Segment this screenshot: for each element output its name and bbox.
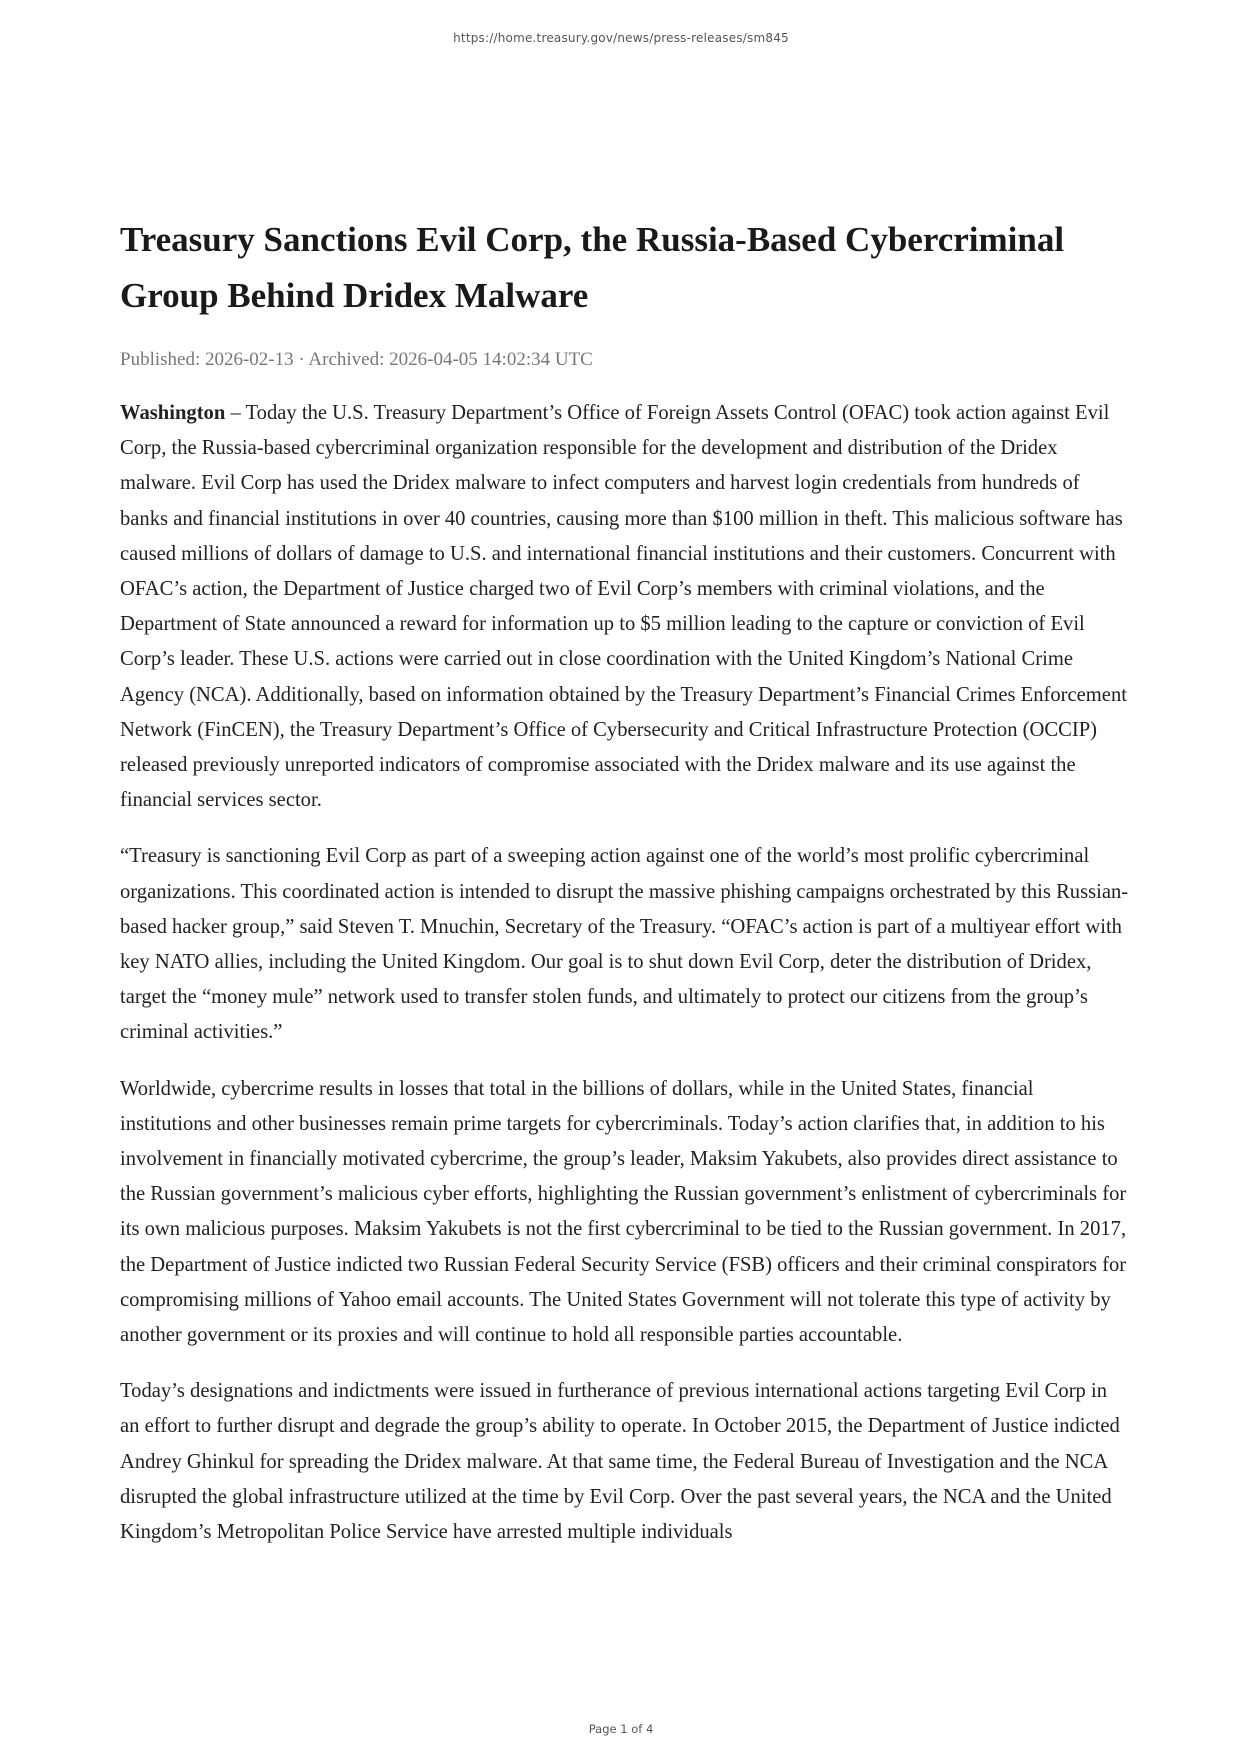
page-number: Page 1 of 4	[588, 1722, 654, 1736]
article-title: Treasury Sanctions Evil Corp, the Russia-Based Cybercriminal Group Behind Dridex Malware	[120, 220, 1065, 315]
paragraph-1-text: – Today the U.S. Treasury Department’s Office of Foreign Assets Control (OFAC) took action against Evil Corp, the Russia-based cybercriminal organization responsible for the development and distribution of the Dridex malware. Evil Corp has used the Dridex malware to infect computers and harvest login credentials from hundreds of banks and financial institutions in over 40 countries, causing more than $100 million in theft. This malicious software has caused millions of dollars of damage to U.S. and international financial institutions and their customers. Concurrent with OFAC’s action, the Department of Justice charged two of Evil Corp’s members with criminal violations, and the Department of State announced a reward for information up to $5 million leading to the capture or conviction of Evil Corp’s leader. These U.S. actions were carried out in close coordination with the United Kingdom’s National Crime Agency (NCA). Additionally, based on information obtained by the Treasury Department’s Financial Crimes Enforcement Network (FinCEN), the Treasury Department’s Office of Cybersecurity and Critical Infrastructure Protection (OCCIP) released previously unreported indicators of compromise associated with the Dridex malware and its use against the financial services sector.	[120, 402, 1127, 812]
paragraph-3: Worldwide, cybercrime results in losses that total in the billions of dollars, while in the United States, financial institutions and other businesses remain prime targets for cybercriminals. Today’s action clarifies that, in addition to his involvement in financially motivated cybercrime, the group’s leader, Maksim Yakubets, also provides direct assistance to the Russian government’s malicious cyber efforts, highlighting the Russian government’s enlistment of cybercriminals for its own malicious purposes. Maksim Yakubets is not the first cybercriminal to be tied to the Russian government. In 2017, the Department of Justice indicted two Russian Federal Security Service (FSB) officers and their criminal conspirators for compromising millions of Yahoo email accounts. The United States Government will not tolerate this type of activity by another government or its proxies and will continue to hold all responsible parties accountable.	[120, 1077, 1127, 1347]
paragraph-1	[120, 396, 1130, 818]
paragraph-4: Today’s designations and indictments were issued in furtherance of previous international actions targeting Evil Corp in an effort to further disrupt and degrade the group’s ability to operate. In October 2015, the Department of Justice indicted Andrey Ghinkul for spreading the Dridex malware. At that same time, the Federal Bureau of Investigation and the NCA disrupted the global infrastructure utilized at the time by Evil Corp. Over the past several years, the NCA and the United Kingdom’s Metropolitan Police Service have arrested multiple individuals	[120, 1380, 1120, 1544]
article-body	[120, 396, 1130, 1550]
article	[120, 212, 1130, 1571]
source-url: https://home.treasury.gov/news/press-releases/sm845	[453, 31, 789, 45]
paragraph-2: “Treasury is sanctioning Evil Corp as part of a sweeping action against one of the world’s most prolific cybercriminal organizations. This coordinated action is intended to disrupt the massive phishing campaigns orchestrated by this Russian-based hacker group,” said Steven T. Mnuchin, Secretary of the Treasury. “OFAC’s action is part of a multiyear effort with key NATO allies, including the United Kingdom. Our goal is to shut down Evil Corp, deter the distribution of Dridex, target the “money mule” network used to transfer stolen funds, and ultimately to protect our citizens from the group’s criminal activities.”	[120, 845, 1129, 1044]
dateline: Washington	[120, 402, 226, 424]
article-meta: Published: 2026-02-13 · Archived: 2026-04-05 14:02:34 UTC	[120, 349, 593, 370]
